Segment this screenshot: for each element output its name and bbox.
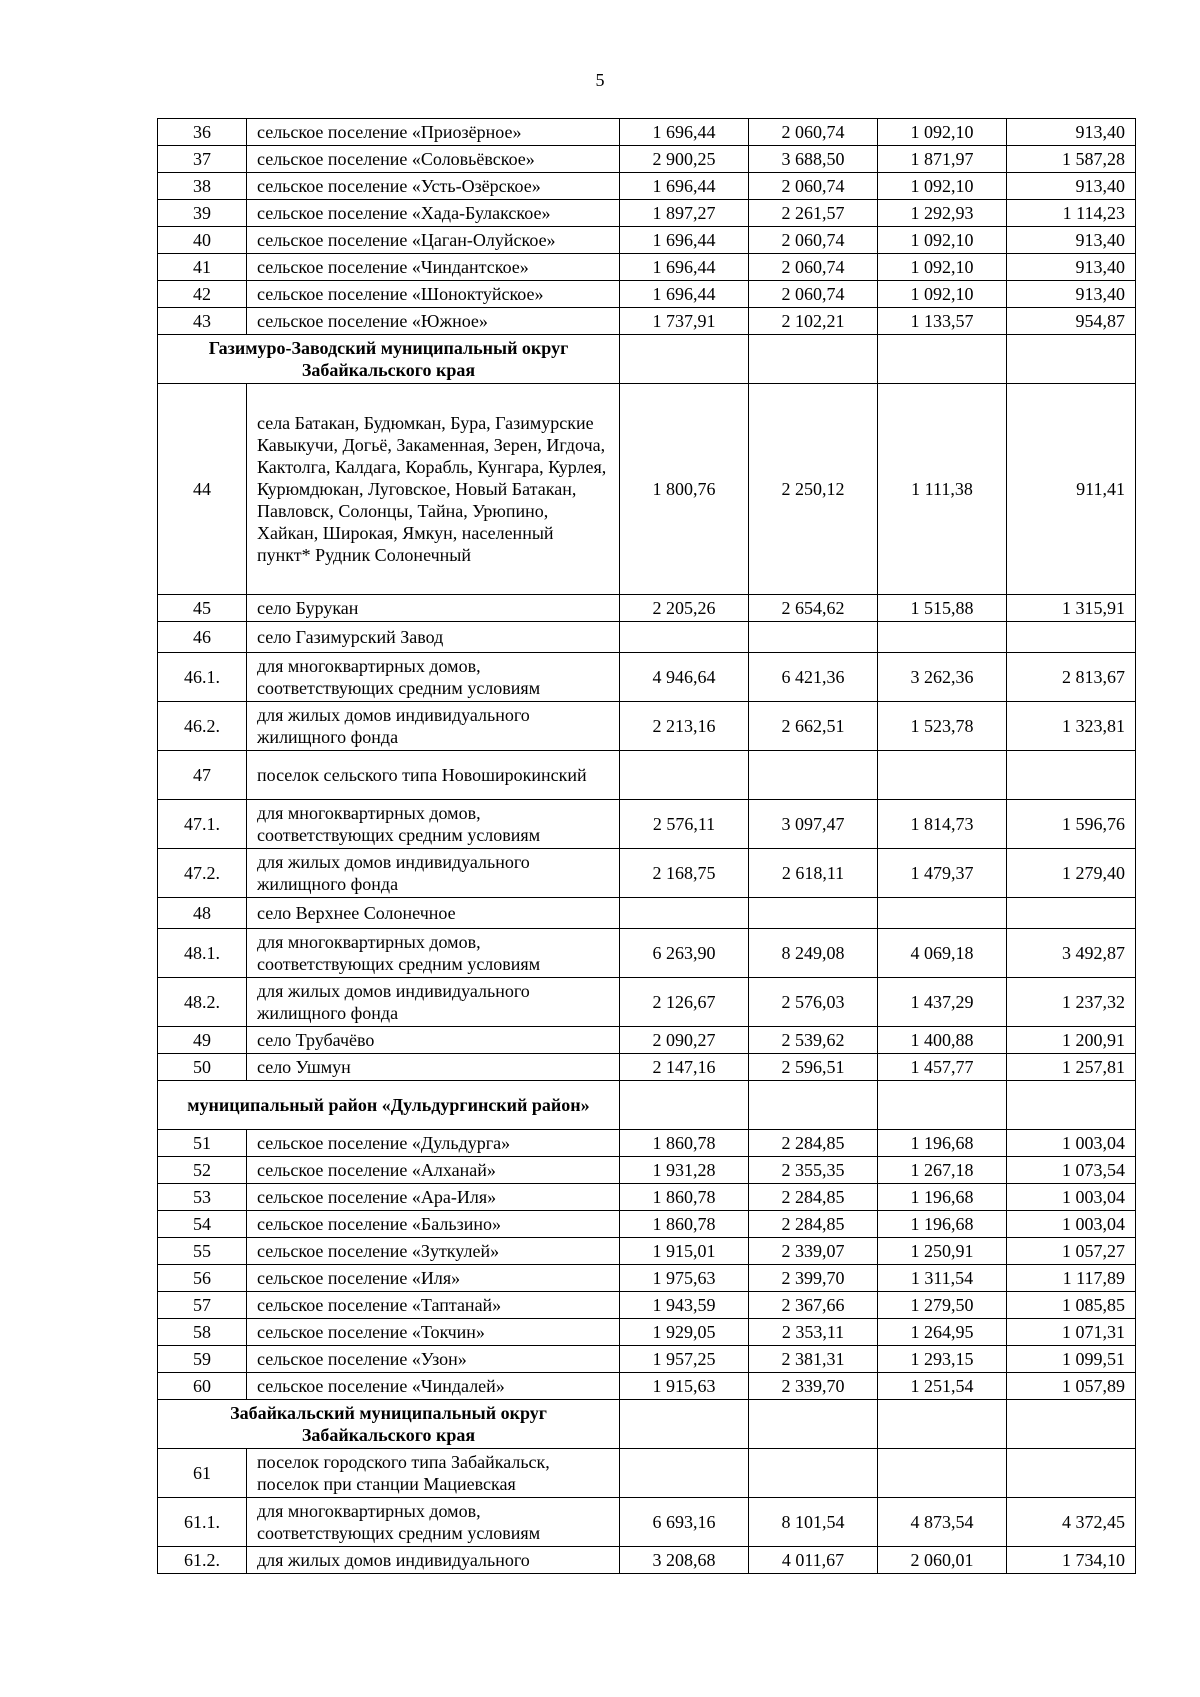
tariff-table-body [158,119,1136,1574]
value-col-4: 913,40 [1007,254,1136,281]
settlement-name: сельское поселение «Хада-Булакское» [247,200,620,227]
value-col-1: 2 168,75 [620,849,749,898]
value-col-4: 1 279,40 [1007,849,1136,898]
value-col-1: 1 800,76 [620,384,749,595]
row-number: 44 [158,384,247,595]
row-number: 47 [158,751,247,800]
table-row [158,1211,1136,1238]
value-col-1: 1 737,91 [620,308,749,335]
settlement-name: сельское поселение «Чиндантское» [247,254,620,281]
value-col-2: 8 101,54 [749,1498,878,1547]
value-col-3: 2 060,01 [878,1547,1007,1574]
value-col-3: 1 092,10 [878,227,1007,254]
row-number: 36 [158,119,247,146]
row-number: 61.1. [158,1498,247,1547]
value-col-1: 1 860,78 [620,1184,749,1211]
value-col-4: 1 587,28 [1007,146,1136,173]
empty-cell [749,1400,878,1449]
settlement-name: сельское поселение «Шоноктуйское» [247,281,620,308]
value-col-4: 1 099,51 [1007,1346,1136,1373]
value-col-2: 2 284,85 [749,1130,878,1157]
value-col-3: 1 196,68 [878,1130,1007,1157]
settlement-name: сельское поселение «Дульдурга» [247,1130,620,1157]
value-col-2: 2 060,74 [749,227,878,254]
table-row [158,1373,1136,1400]
value-col-4: 913,40 [1007,281,1136,308]
value-col-2: 2 618,11 [749,849,878,898]
settlement-name: село Бурукан [247,595,620,622]
table-row [158,622,1136,653]
table-row [158,173,1136,200]
value-col-2: 2 261,57 [749,200,878,227]
value-col-3: 1 515,88 [878,595,1007,622]
value-col-1: 6 693,16 [620,1498,749,1547]
section-header-row [158,1400,1136,1449]
value-col-1: 1 860,78 [620,1211,749,1238]
settlement-name: для жилых домов индивидуального [247,1547,620,1574]
table-row [158,1265,1136,1292]
value-col-2: 2 339,70 [749,1373,878,1400]
empty-cell [1007,1081,1136,1130]
value-col-4: 1 734,10 [1007,1547,1136,1574]
table-row [158,1130,1136,1157]
row-number: 40 [158,227,247,254]
table-row [158,254,1136,281]
value-col-1: 1 943,59 [620,1292,749,1319]
value-col-4: 1 003,04 [1007,1211,1136,1238]
empty-cell [1007,1400,1136,1449]
settlement-name: сельское поселение «Цаган-Олуйское» [247,227,620,254]
value-col-4: 1 057,27 [1007,1238,1136,1265]
value-col-3: 1 267,18 [878,1157,1007,1184]
value-col-3: 1 437,29 [878,978,1007,1027]
value-col-4: 954,87 [1007,308,1136,335]
value-col-3: 1 871,97 [878,146,1007,173]
section-header-row [158,1081,1136,1130]
settlement-name: поселок городского типа Забайкальск, поселок при станции Мациевская [247,1449,620,1498]
row-number: 42 [158,281,247,308]
value-col-2: 2 367,66 [749,1292,878,1319]
value-col-3: 1 251,54 [878,1373,1007,1400]
value-col-2: 2 355,35 [749,1157,878,1184]
settlement-name: сельское поселение «Соловьёвское» [247,146,620,173]
table-row [158,1449,1136,1498]
row-number: 41 [158,254,247,281]
value-col-3: 1 111,38 [878,384,1007,595]
value-col-3 [878,751,1007,800]
value-col-2: 2 381,31 [749,1346,878,1373]
value-col-3: 1 092,10 [878,254,1007,281]
section-title: муниципальный район «Дульдургинский район» [158,1081,620,1130]
settlement-name: село Ушмун [247,1054,620,1081]
table-row [158,1292,1136,1319]
settlement-name: сельское поселение «Бальзино» [247,1211,620,1238]
section-title: Забайкальский муниципальный округ Забайкальского края [158,1400,620,1449]
row-number: 50 [158,1054,247,1081]
value-col-2 [749,751,878,800]
row-number: 54 [158,1211,247,1238]
value-col-4: 1 596,76 [1007,800,1136,849]
value-col-4 [1007,751,1136,800]
value-col-1: 2 147,16 [620,1054,749,1081]
row-number: 59 [158,1346,247,1373]
settlement-name: для многоквартирных домов, соответствующих средним условиям [247,800,620,849]
row-number: 47.1. [158,800,247,849]
empty-cell [749,1081,878,1130]
value-col-2 [749,898,878,929]
value-col-4: 1 085,85 [1007,1292,1136,1319]
table-row [158,1027,1136,1054]
value-col-1: 1 897,27 [620,200,749,227]
value-col-4: 913,40 [1007,173,1136,200]
value-col-2: 2 662,51 [749,702,878,751]
value-col-1: 1 931,28 [620,1157,749,1184]
value-col-4 [1007,898,1136,929]
table-row [158,1319,1136,1346]
value-col-1 [620,751,749,800]
value-col-3: 3 262,36 [878,653,1007,702]
table-row [158,653,1136,702]
value-col-3: 1 814,73 [878,800,1007,849]
settlement-name: сельское поселение «Узон» [247,1346,620,1373]
row-number: 61.2. [158,1547,247,1574]
value-col-4: 1 200,91 [1007,1027,1136,1054]
table-row [158,929,1136,978]
value-col-3: 1 196,68 [878,1211,1007,1238]
value-col-1: 1 696,44 [620,281,749,308]
row-number: 60 [158,1373,247,1400]
value-col-2: 2 284,85 [749,1211,878,1238]
value-col-2: 2 250,12 [749,384,878,595]
row-number: 57 [158,1292,247,1319]
value-col-4: 1 117,89 [1007,1265,1136,1292]
empty-cell [620,335,749,384]
value-col-4: 913,40 [1007,227,1136,254]
value-col-3: 1 279,50 [878,1292,1007,1319]
table-row [158,1054,1136,1081]
settlement-name: для жилых домов индивидуального жилищного фонда [247,849,620,898]
settlement-name: сельское поселение «Южное» [247,308,620,335]
value-col-4: 1 057,89 [1007,1373,1136,1400]
settlement-name: для жилых домов индивидуального жилищного фонда [247,702,620,751]
row-number: 55 [158,1238,247,1265]
empty-cell [878,1081,1007,1130]
settlement-name: для многоквартирных домов, соответствующих средним условиям [247,929,620,978]
settlement-name: село Трубачёво [247,1027,620,1054]
value-col-3: 1 133,57 [878,308,1007,335]
table-row [158,1346,1136,1373]
value-col-1: 2 205,26 [620,595,749,622]
row-number: 52 [158,1157,247,1184]
value-col-1: 1 957,25 [620,1346,749,1373]
table-row [158,898,1136,929]
value-col-1: 1 696,44 [620,119,749,146]
value-col-3: 1 092,10 [878,173,1007,200]
value-col-3: 1 092,10 [878,281,1007,308]
value-col-4: 1 323,81 [1007,702,1136,751]
empty-cell [1007,335,1136,384]
table-row [158,227,1136,254]
value-col-1 [620,1449,749,1498]
value-col-2: 2 576,03 [749,978,878,1027]
settlement-name: сельское поселение «Зуткулей» [247,1238,620,1265]
table-row [158,146,1136,173]
value-col-2: 2 654,62 [749,595,878,622]
table-row [158,800,1136,849]
value-col-2: 2 596,51 [749,1054,878,1081]
value-col-3: 1 457,77 [878,1054,1007,1081]
value-col-4: 2 813,67 [1007,653,1136,702]
settlement-name: для многоквартирных домов, соответствующих средним условиям [247,1498,620,1547]
value-col-4: 3 492,87 [1007,929,1136,978]
value-col-2: 3 688,50 [749,146,878,173]
table-row [158,281,1136,308]
row-number: 61 [158,1449,247,1498]
empty-cell [878,335,1007,384]
section-title: Газимуро-Заводский муниципальный округ Забайкальского края [158,335,620,384]
row-number: 48.2. [158,978,247,1027]
value-col-4: 1 071,31 [1007,1319,1136,1346]
value-col-4 [1007,1449,1136,1498]
value-col-4: 1 315,91 [1007,595,1136,622]
value-col-2 [749,1449,878,1498]
row-number: 47.2. [158,849,247,898]
settlement-name: сельское поселение «Чиндалей» [247,1373,620,1400]
value-col-4: 913,40 [1007,119,1136,146]
value-col-3: 4 069,18 [878,929,1007,978]
value-col-1: 4 946,64 [620,653,749,702]
value-col-3: 1 092,10 [878,119,1007,146]
table-row [158,308,1136,335]
row-number: 51 [158,1130,247,1157]
table-row [158,849,1136,898]
table-row [158,751,1136,800]
value-col-2: 2 339,07 [749,1238,878,1265]
table-row [158,1547,1136,1574]
row-number: 48 [158,898,247,929]
settlement-name: сельское поселение «Иля» [247,1265,620,1292]
value-col-2: 2 102,21 [749,308,878,335]
value-col-1: 1 915,01 [620,1238,749,1265]
value-col-2: 2 060,74 [749,281,878,308]
value-col-1: 1 975,63 [620,1265,749,1292]
value-col-2: 2 353,11 [749,1319,878,1346]
settlement-name: село Верхнее Солонечное [247,898,620,929]
empty-cell [620,1081,749,1130]
row-number: 37 [158,146,247,173]
table-row [158,200,1136,227]
table-row [158,978,1136,1027]
value-col-1: 1 696,44 [620,227,749,254]
settlement-name: для жилых домов индивидуального жилищного фонда [247,978,620,1027]
row-number: 46.1. [158,653,247,702]
empty-cell [749,335,878,384]
value-col-1: 2 126,67 [620,978,749,1027]
row-number: 49 [158,1027,247,1054]
tariff-table [157,118,1136,1574]
value-col-3: 1 196,68 [878,1184,1007,1211]
row-number: 56 [158,1265,247,1292]
value-col-3: 1 264,95 [878,1319,1007,1346]
value-col-2: 2 060,74 [749,119,878,146]
value-col-2: 2 399,70 [749,1265,878,1292]
row-number: 46.2. [158,702,247,751]
settlement-name: села Батакан, Будюмкан, Бура, Газимурские Кавыкучи, Догьё, Закаменная, Зерен, Игдоча, Кактолга, Калдага, Корабль, Кунгара, Курлея, Курюмдюкан, Луговское, Новый Батакан, Павловск, Солонцы, Тайна, Урюпино, Хайкан, Широкая, Ямкун, населенный пункт* Рудник Солонечный [247,384,620,595]
value-col-4: 1 237,32 [1007,978,1136,1027]
value-col-3: 1 479,37 [878,849,1007,898]
empty-cell [620,1400,749,1449]
value-col-1: 3 208,68 [620,1547,749,1574]
value-col-1: 1 860,78 [620,1130,749,1157]
section-header-row [158,335,1136,384]
row-number: 53 [158,1184,247,1211]
value-col-1 [620,898,749,929]
value-col-3: 1 293,15 [878,1346,1007,1373]
value-col-4: 1 003,04 [1007,1130,1136,1157]
value-col-1: 1 929,05 [620,1319,749,1346]
value-col-2: 8 249,08 [749,929,878,978]
row-number: 39 [158,200,247,227]
row-number: 48.1. [158,929,247,978]
settlement-name: сельское поселение «Приозёрное» [247,119,620,146]
value-col-3 [878,622,1007,653]
value-col-2: 4 011,67 [749,1547,878,1574]
row-number: 46 [158,622,247,653]
settlement-name: для многоквартирных домов, соответствующих средним условиям [247,653,620,702]
value-col-3: 1 292,93 [878,200,1007,227]
value-col-3: 1 400,88 [878,1027,1007,1054]
value-col-2: 3 097,47 [749,800,878,849]
settlement-name: сельское поселение «Усть-Озёрское» [247,173,620,200]
table-row [158,1498,1136,1547]
settlement-name: сельское поселение «Токчин» [247,1319,620,1346]
value-col-2: 2 539,62 [749,1027,878,1054]
page-number: 5 [595,70,605,90]
table-row [158,595,1136,622]
value-col-2 [749,622,878,653]
value-col-3 [878,898,1007,929]
settlement-name: поселок сельского типа Новоширокинский [247,751,620,800]
row-number: 45 [158,595,247,622]
table-row [158,384,1136,595]
empty-cell [878,1400,1007,1449]
value-col-1: 1 915,63 [620,1373,749,1400]
value-col-3: 4 873,54 [878,1498,1007,1547]
value-col-4: 1 073,54 [1007,1157,1136,1184]
value-col-4: 4 372,45 [1007,1498,1136,1547]
value-col-2: 6 421,36 [749,653,878,702]
settlement-name: сельское поселение «Ара-Иля» [247,1184,620,1211]
value-col-4: 1 003,04 [1007,1184,1136,1211]
row-number: 58 [158,1319,247,1346]
value-col-1: 2 576,11 [620,800,749,849]
value-col-3: 1 311,54 [878,1265,1007,1292]
value-col-2: 2 284,85 [749,1184,878,1211]
row-number: 43 [158,308,247,335]
value-col-3: 1 523,78 [878,702,1007,751]
value-col-1: 2 900,25 [620,146,749,173]
value-col-2: 2 060,74 [749,254,878,281]
value-col-2: 2 060,74 [749,173,878,200]
settlement-name: сельское поселение «Алханай» [247,1157,620,1184]
value-col-3: 1 250,91 [878,1238,1007,1265]
value-col-1: 2 213,16 [620,702,749,751]
value-col-1: 6 263,90 [620,929,749,978]
value-col-1 [620,622,749,653]
settlement-name: село Газимурский Завод [247,622,620,653]
value-col-4 [1007,622,1136,653]
value-col-1: 2 090,27 [620,1027,749,1054]
settlement-name: сельское поселение «Таптанай» [247,1292,620,1319]
table-row [158,702,1136,751]
value-col-4: 911,41 [1007,384,1136,595]
table-row [158,119,1136,146]
table-row [158,1157,1136,1184]
value-col-3 [878,1449,1007,1498]
value-col-1: 1 696,44 [620,173,749,200]
row-number: 38 [158,173,247,200]
value-col-1: 1 696,44 [620,254,749,281]
table-row [158,1184,1136,1211]
value-col-4: 1 257,81 [1007,1054,1136,1081]
table-row [158,1238,1136,1265]
value-col-4: 1 114,23 [1007,200,1136,227]
